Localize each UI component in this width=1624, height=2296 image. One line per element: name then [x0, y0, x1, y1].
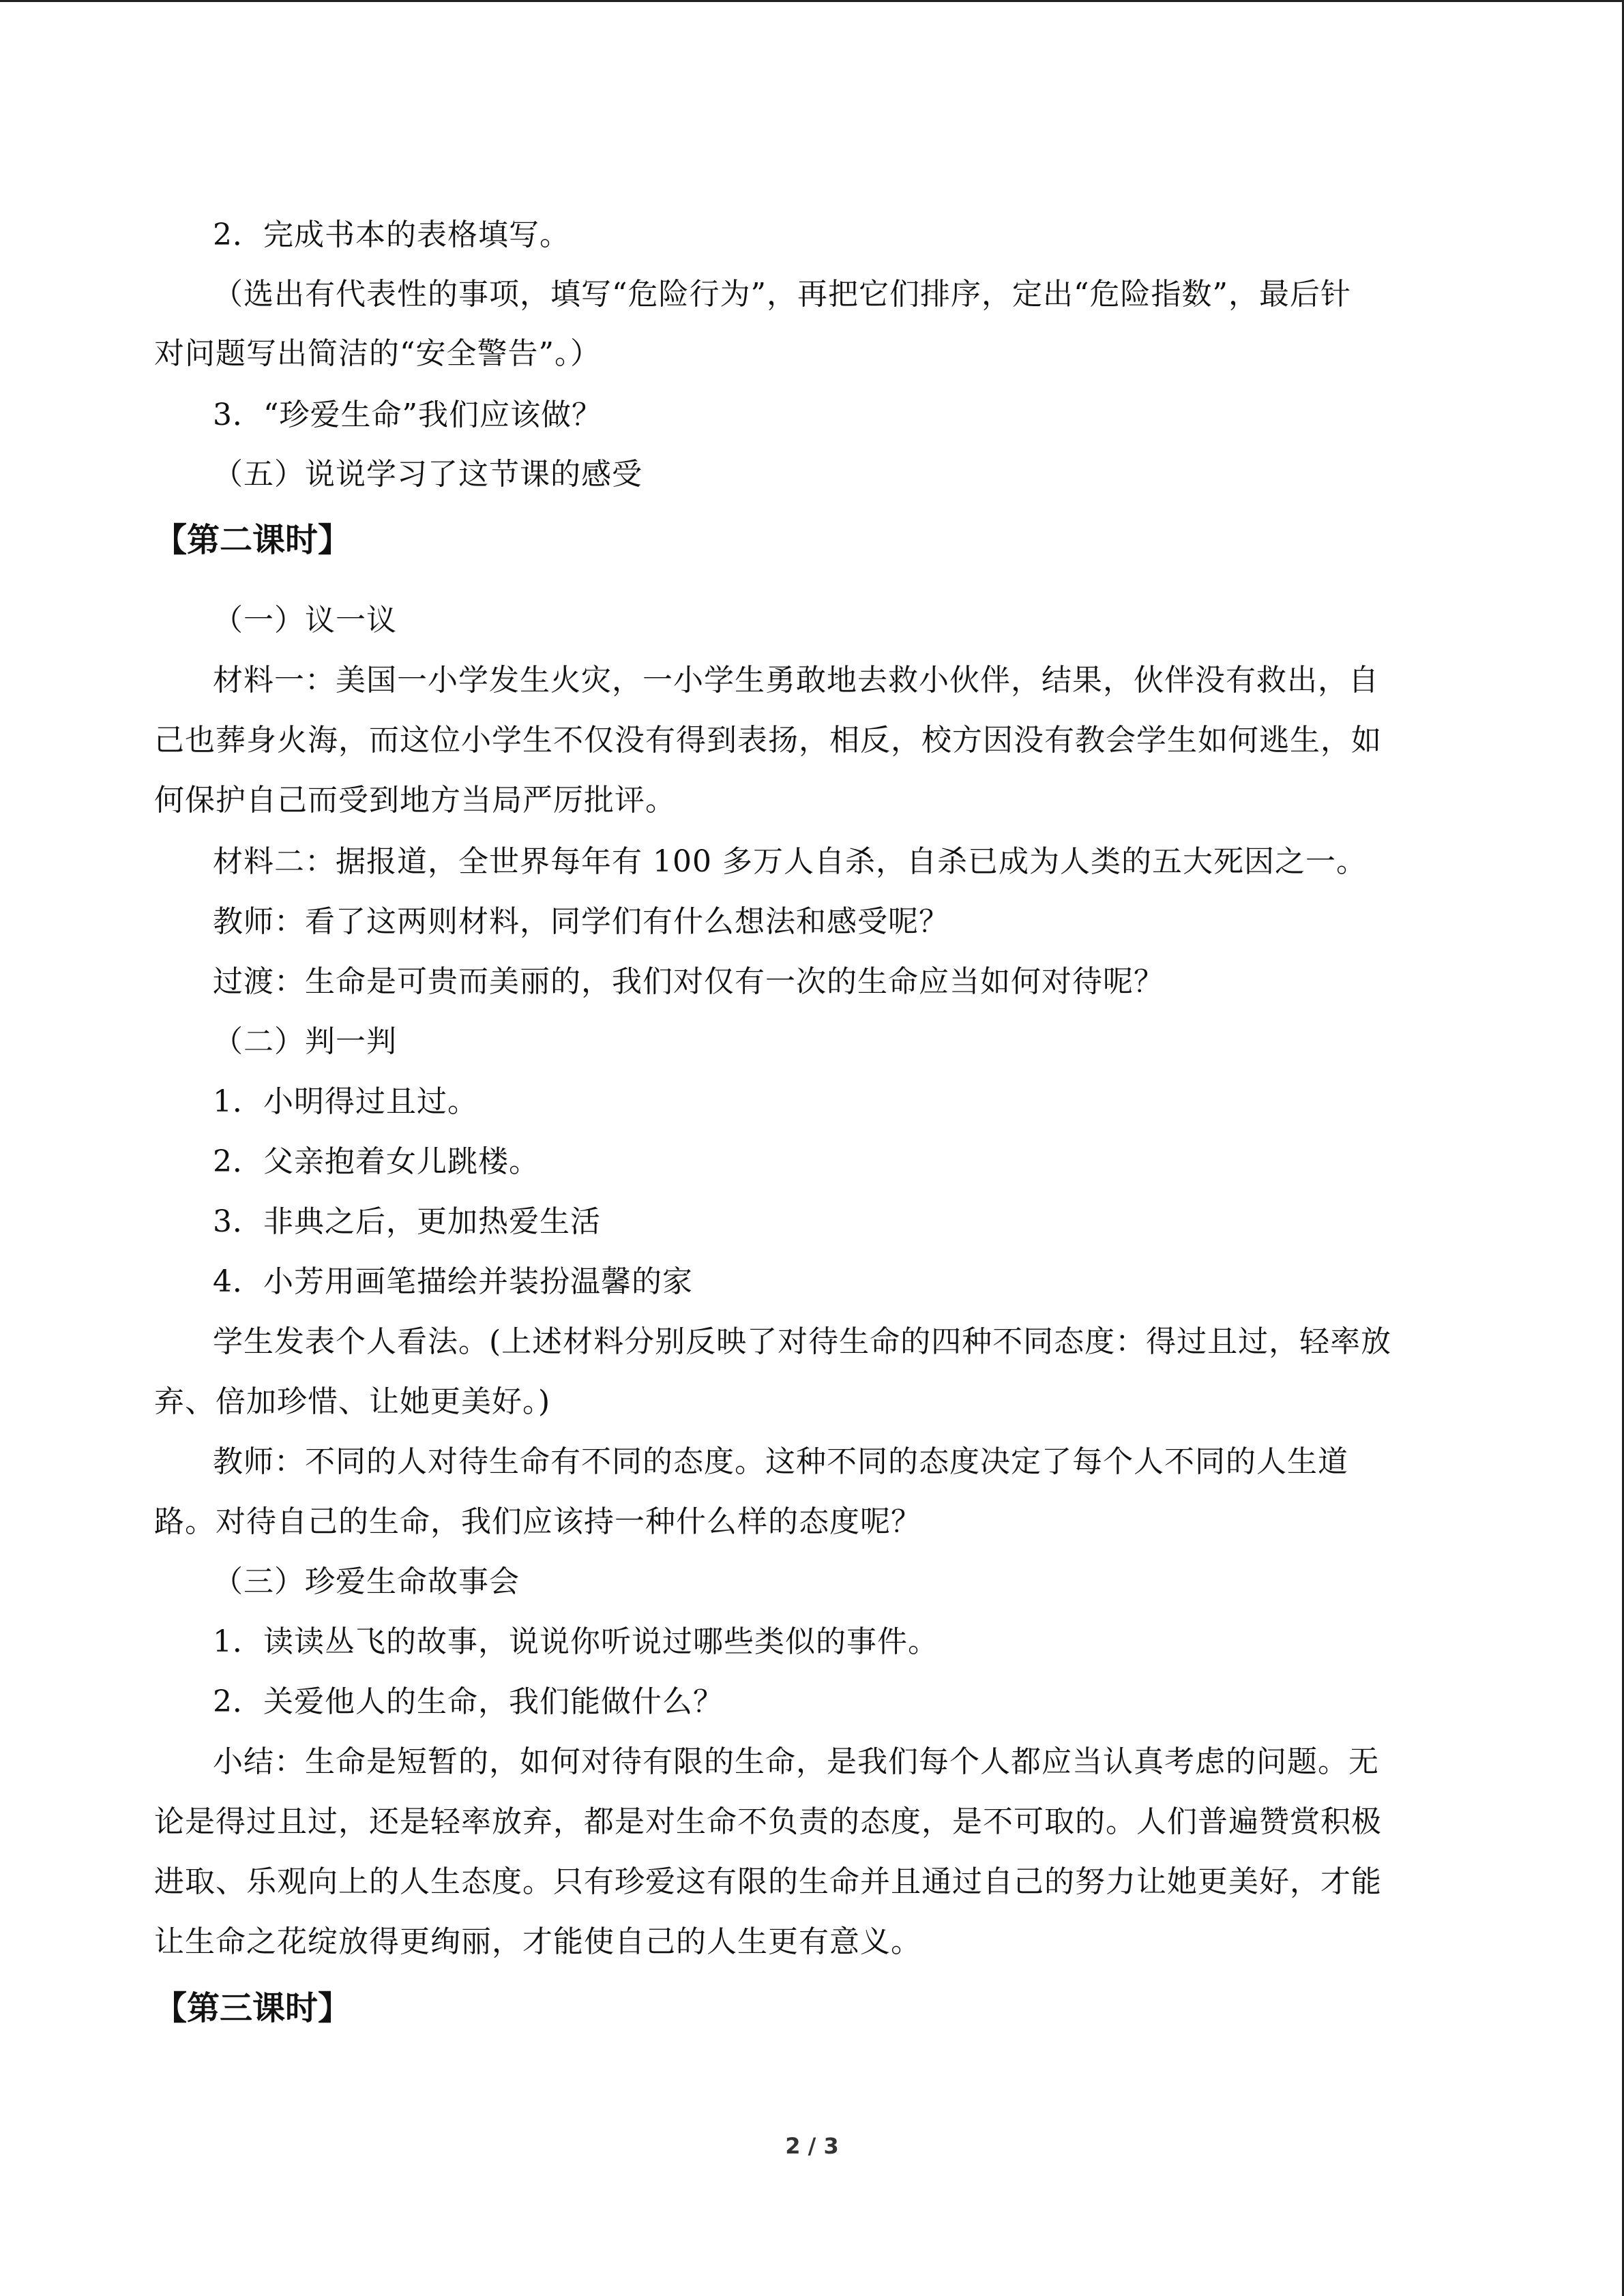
text-line: 3．“珍爱生命”我们应该做？ [213, 398, 602, 432]
text-line: 论是得过且过，还是轻率放弃，都是对生命不负责的态度，是不可取的。人们普遍赞赏积极 [154, 1804, 1382, 1839]
text-line: 让生命之花绽放得更绚丽，才能使自己的人生更有意义。 [154, 1924, 921, 1959]
text-line: （选出有代表性的事项，填写“危险行为”，再把它们排序，定出“危险指数”，最后针 [213, 277, 1351, 312]
text-line: 路。对待自己的生命，我们应该持一种什么样的态度呢？ [154, 1504, 921, 1539]
text-line: 进取、乐观向上的人生态度。只有珍爱这有限的生命并且通过自己的努力让她更美好，才能 [154, 1864, 1382, 1899]
text-line: （三）珍爱生命故事会 [213, 1564, 520, 1599]
text-line: 弃、倍加珍惜、让她更美好。) [154, 1384, 551, 1419]
text-line: 1．小明得过且过。 [213, 1084, 478, 1119]
text-line: （一）议一议 [213, 603, 397, 638]
text-line: 1．读读丛飞的故事，说说你听说过哪些类似的事件。 [213, 1624, 939, 1659]
section-heading-lesson-2: 【第二课时】 [154, 521, 351, 559]
text-line: 对问题写出简洁的“安全警告”。） [154, 336, 601, 371]
text-line: 2．父亲抱着女儿跳楼。 [213, 1144, 540, 1179]
text-line: 何保护自己而受到地方当局严厉批评。 [154, 783, 676, 818]
text-line: 教师：不同的人对待生命有不同的态度。这种不同的态度决定了每个人不同的人生道 [213, 1444, 1348, 1479]
page-number: 2 / 3 [785, 2133, 839, 2159]
section-heading-lesson-3: 【第三课时】 [154, 1989, 351, 2027]
text-line: （二）判一判 [213, 1024, 397, 1059]
text-line: 教师：看了这两则材料，同学们有什么想法和感受呢？ [213, 904, 949, 939]
text-line: 小结：生命是短暂的，如何对待有限的生命，是我们每个人都应当认真考虑的问题。无 [213, 1744, 1379, 1779]
text-line: 4．小芳用画笔描绘并装扮温馨的家 [213, 1264, 693, 1299]
text-line: 学生发表个人看法。(上述材料分别反映了对待生命的四种不同态度：得过且过，轻率放 [213, 1324, 1392, 1359]
page-border-top [0, 0, 1624, 2]
text-line: 材料二：据报道，全世界每年有 100 多万人自杀，自杀已成为人类的五大死因之一。 [213, 844, 1367, 879]
text-line: 过渡：生命是可贵而美丽的，我们对仅有一次的生命应当如何对待呢？ [213, 964, 1164, 999]
text-line: 材料一：美国一小学发生火灾，一小学生勇敢地去救小伙伴，结果，伙伴没有救出，自 [213, 663, 1379, 698]
text-line: 3．非典之后，更加热爱生活 [213, 1204, 601, 1239]
text-line: （五）说说学习了这节课的感受 [213, 457, 643, 492]
text-line: 2．完成书本的表格填写。 [213, 218, 570, 252]
text-line: 己也葬身火海，而这位小学生不仅没有得到表扬，相反，校方因没有教会学生如何逃生，如 [154, 723, 1382, 758]
text-line: 2．关爱他人的生命，我们能做什么？ [213, 1684, 724, 1719]
